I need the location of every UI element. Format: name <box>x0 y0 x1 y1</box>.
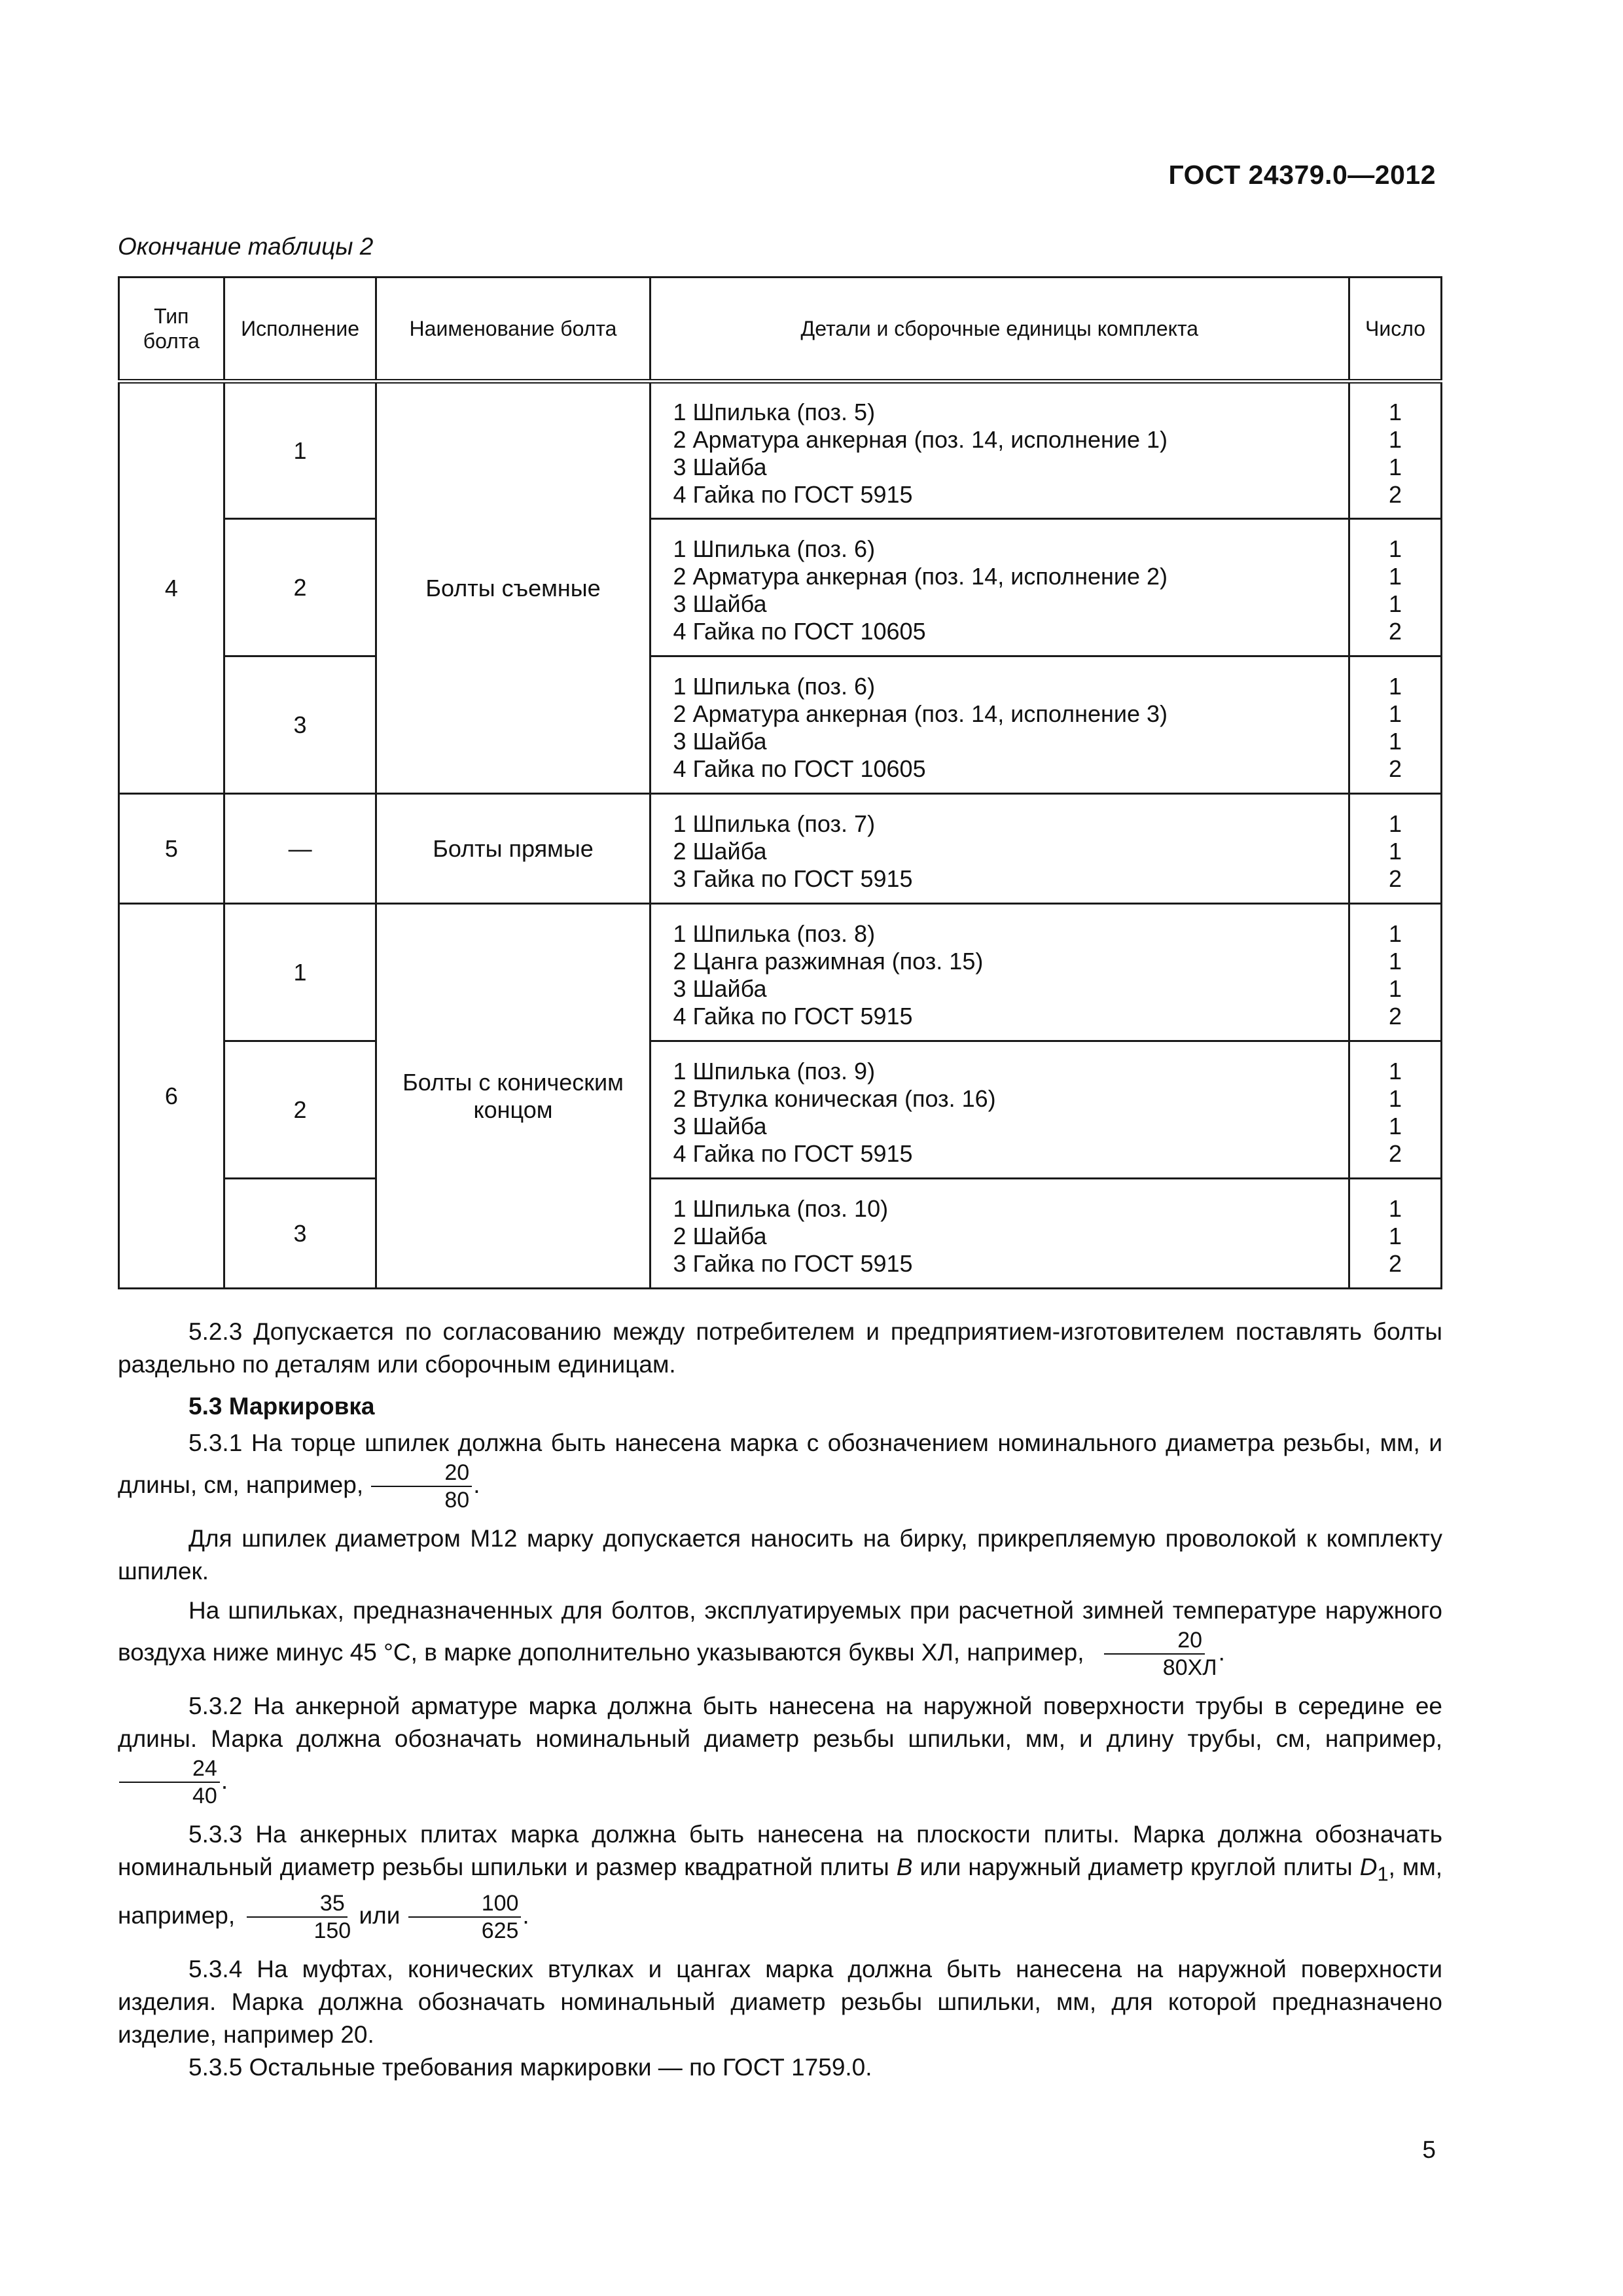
cell-counts <box>1349 1041 1442 1179</box>
count-value: 1 <box>1389 562 1402 590</box>
count-value: 1 <box>1389 727 1402 755</box>
table-row <box>119 519 1442 656</box>
part-line: 1 Шпилька (поз. 6) <box>673 535 876 562</box>
part-line: 1 Шпилька (поз. 9) <box>673 1057 876 1085</box>
cell-bolt-type: 6 <box>119 904 224 1289</box>
cell-counts <box>1349 382 1442 519</box>
count-value: 1 <box>1389 453 1402 480</box>
part-line: 4 Гайка по ГОСТ 5915 <box>673 1002 913 1030</box>
table-row <box>119 656 1442 794</box>
cell-parts <box>650 1179 1349 1289</box>
part-line: 2 Арматура анкерная (поз. 14, исполнение 3) <box>673 700 1168 727</box>
part-line: 2 Арматура анкерная (поз. 14, исполнение 1) <box>673 425 1168 453</box>
fraction-marking-1: $\frac{20}{80}$ <box>371 1460 472 1513</box>
count-value: 1 <box>1389 1112 1402 1139</box>
count-value: 1 <box>1389 590 1402 617</box>
cell-counts <box>1349 656 1442 794</box>
paragraph-cold-climate: На шпильках, предназначенных для болтов, эксплуатируемых при расчетной зимней температуре наружного воздуха ниже минус 45 °С, в марке дополнительно указываются буквы ХЛ, например, $\frac{20}{80ХЛ}$ . <box>118 1597 1442 1680</box>
part-line: 4 Гайка по ГОСТ 10605 <box>673 755 926 782</box>
part-line: 2 Арматура анкерная (поз. 14, исполнение 2) <box>673 562 1168 590</box>
part-line: 1 Шпилька (поз. 7) <box>673 810 876 837</box>
part-line: 3 Шайба <box>673 590 767 617</box>
cell-execution: 1 <box>224 382 376 519</box>
count-value: 2 <box>1389 617 1402 645</box>
cell-bolt-type: 4 <box>119 382 224 794</box>
header-parts: Детали и сборочные единицы комплекта <box>650 278 1349 382</box>
count-value: 1 <box>1389 398 1402 425</box>
table-row <box>119 904 1442 1041</box>
table-header-row <box>119 278 1442 382</box>
cell-bolt-name: Болты с коническим концом <box>376 904 650 1289</box>
part-line: 2 Цанга разжимная (поз. 15) <box>673 947 984 975</box>
count-value: 2 <box>1389 480 1402 508</box>
count-value: 2 <box>1389 1002 1402 1030</box>
cell-execution: 2 <box>224 1041 376 1179</box>
count-value: 2 <box>1389 1139 1402 1167</box>
cell-bolt-name: Болты съемные <box>376 382 650 794</box>
cell-execution: 1 <box>224 904 376 1041</box>
count-value: 1 <box>1389 920 1402 947</box>
part-line: 1 Шпилька (поз. 5) <box>673 398 876 425</box>
count-value: 1 <box>1389 947 1402 975</box>
cell-counts <box>1349 794 1442 904</box>
cell-parts <box>650 382 1349 519</box>
table-row <box>119 1041 1442 1179</box>
count-value: 1 <box>1389 672 1402 700</box>
section-text <box>118 1316 1442 2084</box>
table-row <box>119 794 1442 904</box>
paragraph-5-3-1: 5.3.1 На торце шпилек должна быть нанесена марка с обозначением номинального диаметра резьбы, мм, и длины, см, например, $\frac{20}{80}$ . <box>118 1429 1442 1513</box>
cell-counts <box>1349 1179 1442 1289</box>
paragraph-5-3-3: 5.3.3 На анкерных плитах марка должна быть нанесена на плоскости плиты. Марка должна обозначать номинальный диаметр резьбы шпильки и размер квадратной плиты B или наружный диаметр круглой плиты $D_1$, мм, например, $\frac{35}{150}$ или $\frac{100}{625}$ . <box>118 1821 1443 1944</box>
part-line: 3 Шайба <box>673 453 767 480</box>
count-value: 2 <box>1389 1249 1402 1277</box>
paragraph-5-3-2: 5.3.2 На анкерной арматуре марка должна быть нанесена на наружной поверхности трубы в середине ее длины. Марка должна обозначать номинальный диаметр резьбы шпильки, мм, и длину трубы, см, например, $\frac{24}{40}$ . <box>118 1693 1442 1808</box>
count-value: 1 <box>1389 1057 1402 1085</box>
cell-counts <box>1349 519 1442 656</box>
part-line: 3 Шайба <box>673 727 767 755</box>
count-value: 1 <box>1389 975 1402 1002</box>
components-table <box>118 276 1442 1289</box>
part-line: 4 Гайка по ГОСТ 5915 <box>673 1139 913 1167</box>
count-value: 1 <box>1389 1194 1402 1222</box>
cell-counts <box>1349 904 1442 1041</box>
fraction-marking-2: $\frac{20}{80ХЛ}$ <box>1092 1627 1217 1681</box>
part-line: 4 Гайка по ГОСТ 10605 <box>673 617 926 645</box>
count-value: 1 <box>1389 1222 1402 1249</box>
part-line: 1 Шпилька (поз. 10) <box>673 1194 889 1222</box>
cell-parts <box>650 519 1349 656</box>
paragraph-5-3-5: 5.3.5 Остальные требования маркировки — по ГОСТ 1759.0. <box>188 2054 872 2081</box>
cell-execution: 3 <box>224 1179 376 1289</box>
count-value: 2 <box>1389 865 1402 892</box>
paragraph-5-3-4: 5.3.4 На муфтах, конических втулках и цангах марка должна быть нанесена на наружной поверхности изделия. Марка должна обозначать номинальный диаметр резьбы шпильки, мм, для которой предназначено изделие, например 20. <box>118 1956 1442 2049</box>
part-line: 1 Шпилька (поз. 6) <box>673 672 876 700</box>
cell-execution: 2 <box>224 519 376 656</box>
count-value: 1 <box>1389 535 1402 562</box>
cell-parts <box>650 656 1349 794</box>
part-line: 2 Шайба <box>673 837 767 865</box>
paragraph-5-2-3: 5.2.3 Допускается по согласованию между потребителем и предприятием-изготовителем поставлять болты раздельно по деталям или сборочным единицам. <box>118 1318 1442 1378</box>
paragraph-m12: Для шпилек диаметром М12 марку допускается наносить на бирку, прикрепляемую проволокой к комплекту шпилек. <box>118 1525 1442 1585</box>
fraction-marking-4: $\frac{35}{150}$ <box>243 1890 351 1944</box>
part-line: 4 Гайка по ГОСТ 5915 <box>673 480 913 508</box>
part-line: 3 Шайба <box>673 1112 767 1139</box>
part-line: 1 Шпилька (поз. 8) <box>673 920 876 947</box>
heading-5-3: 5.3 Маркировка <box>188 1393 375 1420</box>
count-value: 2 <box>1389 755 1402 782</box>
cell-parts <box>650 1041 1349 1179</box>
table-caption: Окончание таблицы 2 <box>118 233 374 260</box>
count-value: 1 <box>1389 837 1402 865</box>
header-count: Число <box>1349 278 1442 382</box>
header-bolt-type: Тип болта <box>119 278 224 382</box>
document-code: ГОСТ 24379.0—2012 <box>1168 160 1436 190</box>
cell-bolt-type: 5 <box>119 794 224 904</box>
part-line: 2 Втулка коническая (поз. 16) <box>673 1085 996 1112</box>
fraction-marking-5: $\frac{100}{625}$ <box>408 1890 522 1944</box>
fraction-marking-3: $\frac{24}{40}$ <box>119 1755 220 1809</box>
cell-execution: 3 <box>224 656 376 794</box>
page-number: 5 <box>1422 2136 1436 2163</box>
part-line: 2 Шайба <box>673 1222 767 1249</box>
table-row <box>119 1179 1442 1289</box>
count-value: 1 <box>1389 810 1402 837</box>
cell-parts <box>650 904 1349 1041</box>
cell-execution: — <box>224 794 376 904</box>
cell-bolt-name: Болты прямые <box>376 794 650 904</box>
count-value: 1 <box>1389 700 1402 727</box>
header-execution: Исполнение <box>224 278 376 382</box>
part-line: 3 Гайка по ГОСТ 5915 <box>673 865 913 892</box>
count-value: 1 <box>1389 1085 1402 1112</box>
table-row <box>119 382 1442 519</box>
count-value: 1 <box>1389 425 1402 453</box>
part-line: 3 Шайба <box>673 975 767 1002</box>
part-line: 3 Гайка по ГОСТ 5915 <box>673 1249 913 1277</box>
header-bolt-name: Наименование болта <box>376 278 650 382</box>
cell-parts <box>650 794 1349 904</box>
